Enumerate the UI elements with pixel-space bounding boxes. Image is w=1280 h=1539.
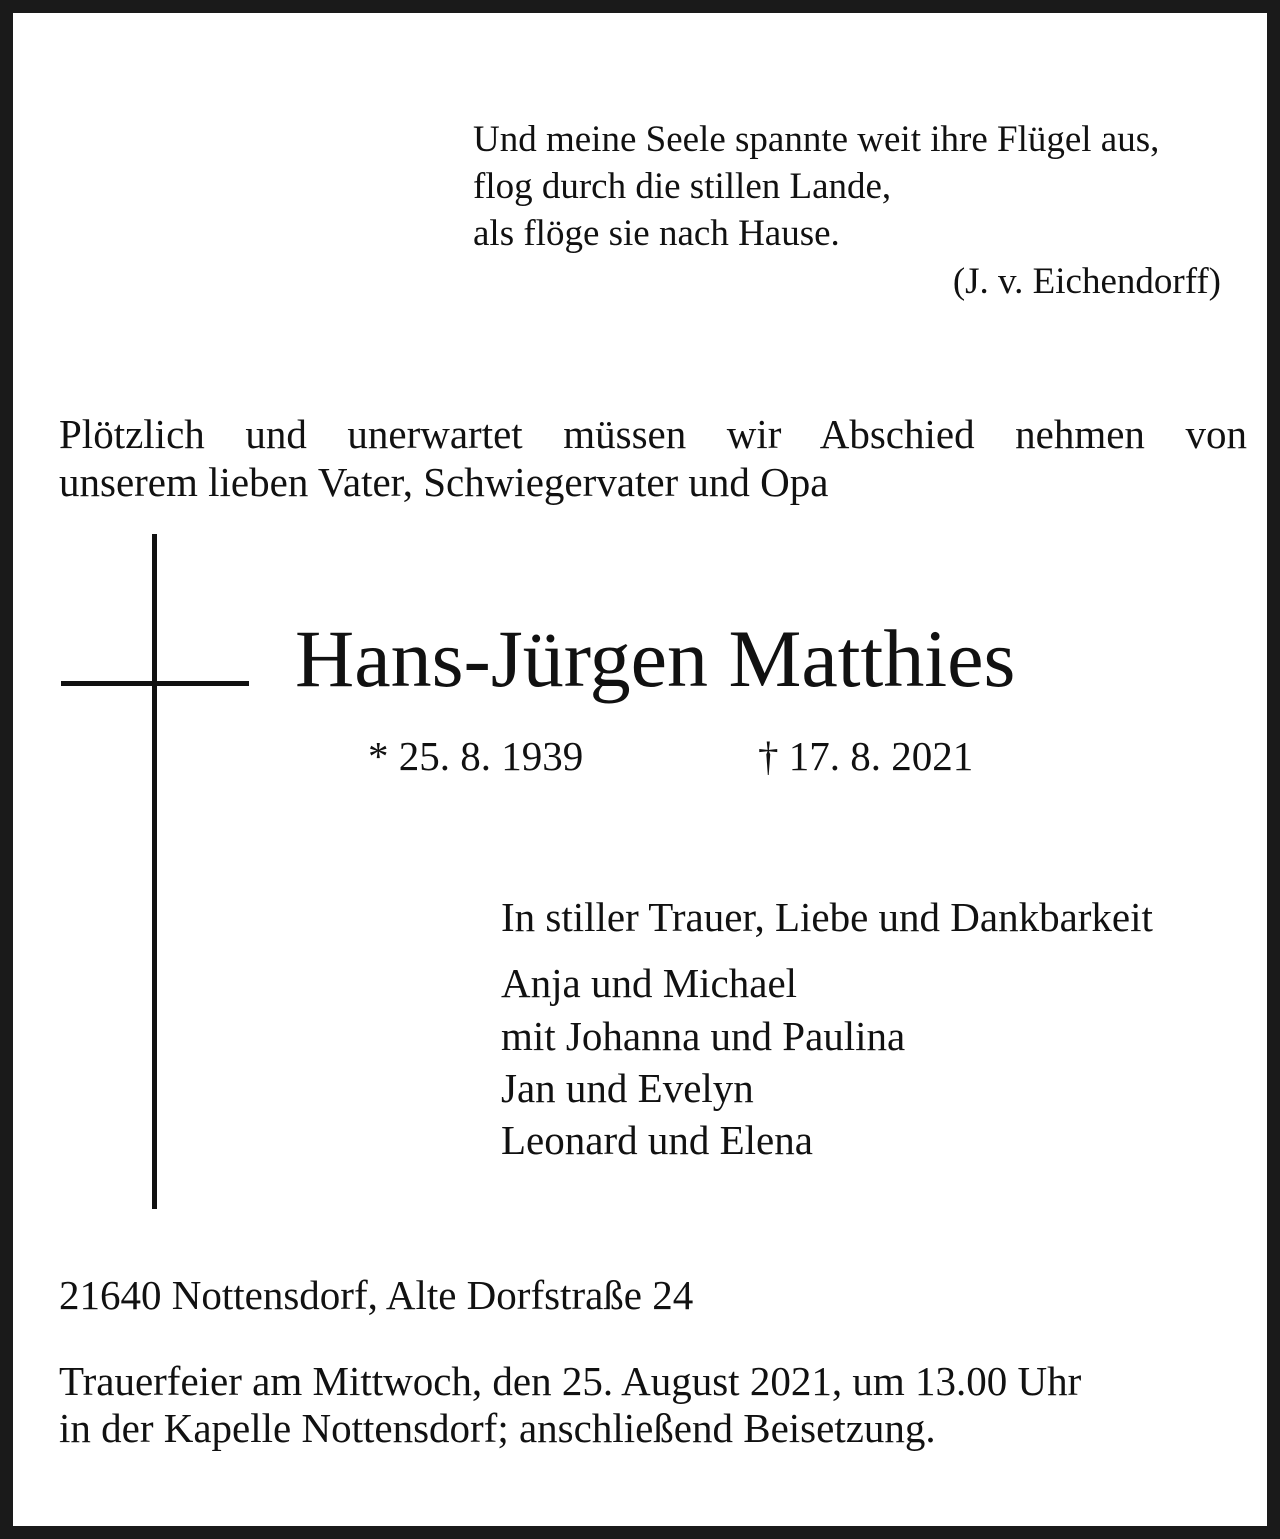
intro-line-2: unserem lieben Vater, Schwiegervater und Opa xyxy=(59,459,829,505)
birth-date: * 25. 8. 1939 xyxy=(368,733,584,779)
poem-line-3: als flöge sie nach Hause. xyxy=(473,213,840,254)
mourner-name: mit Johanna und Paulina xyxy=(501,1013,906,1059)
mourner-name: Anja und Michael xyxy=(501,960,798,1006)
cross-icon xyxy=(152,534,157,1209)
service-line-1: Trauerfeier am Mittwoch, den 25. August 2021, um 13.00 Uhr xyxy=(59,1358,1082,1404)
cross-icon-crossbar xyxy=(61,681,249,686)
service-line-2: in der Kapelle Nottensdorf; anschließend Beisetzung. xyxy=(59,1405,936,1451)
death-date: † 17. 8. 2021 xyxy=(758,733,974,779)
poem-author: (J. v. Eichendorff) xyxy=(952,261,1221,302)
mourner-name: Leonard und Elena xyxy=(501,1117,813,1163)
deceased-name: Hans-Jürgen Matthies xyxy=(295,613,1016,704)
mourners-heading: In stiller Trauer, Liebe und Dankbarkeit xyxy=(501,894,1153,940)
poem-line-2: flog durch die stillen Lande, xyxy=(473,166,892,207)
intro-line-1: Plötzlich und unerwartet müssen wir Abschied nehmen von xyxy=(59,411,1247,457)
address: 21640 Nottensdorf, Alte Dorfstraße 24 xyxy=(59,1272,694,1318)
mourner-name: Jan und Evelyn xyxy=(501,1065,754,1111)
poem-line-1: Und meine Seele spannte weit ihre Flügel aus, xyxy=(473,119,1160,160)
